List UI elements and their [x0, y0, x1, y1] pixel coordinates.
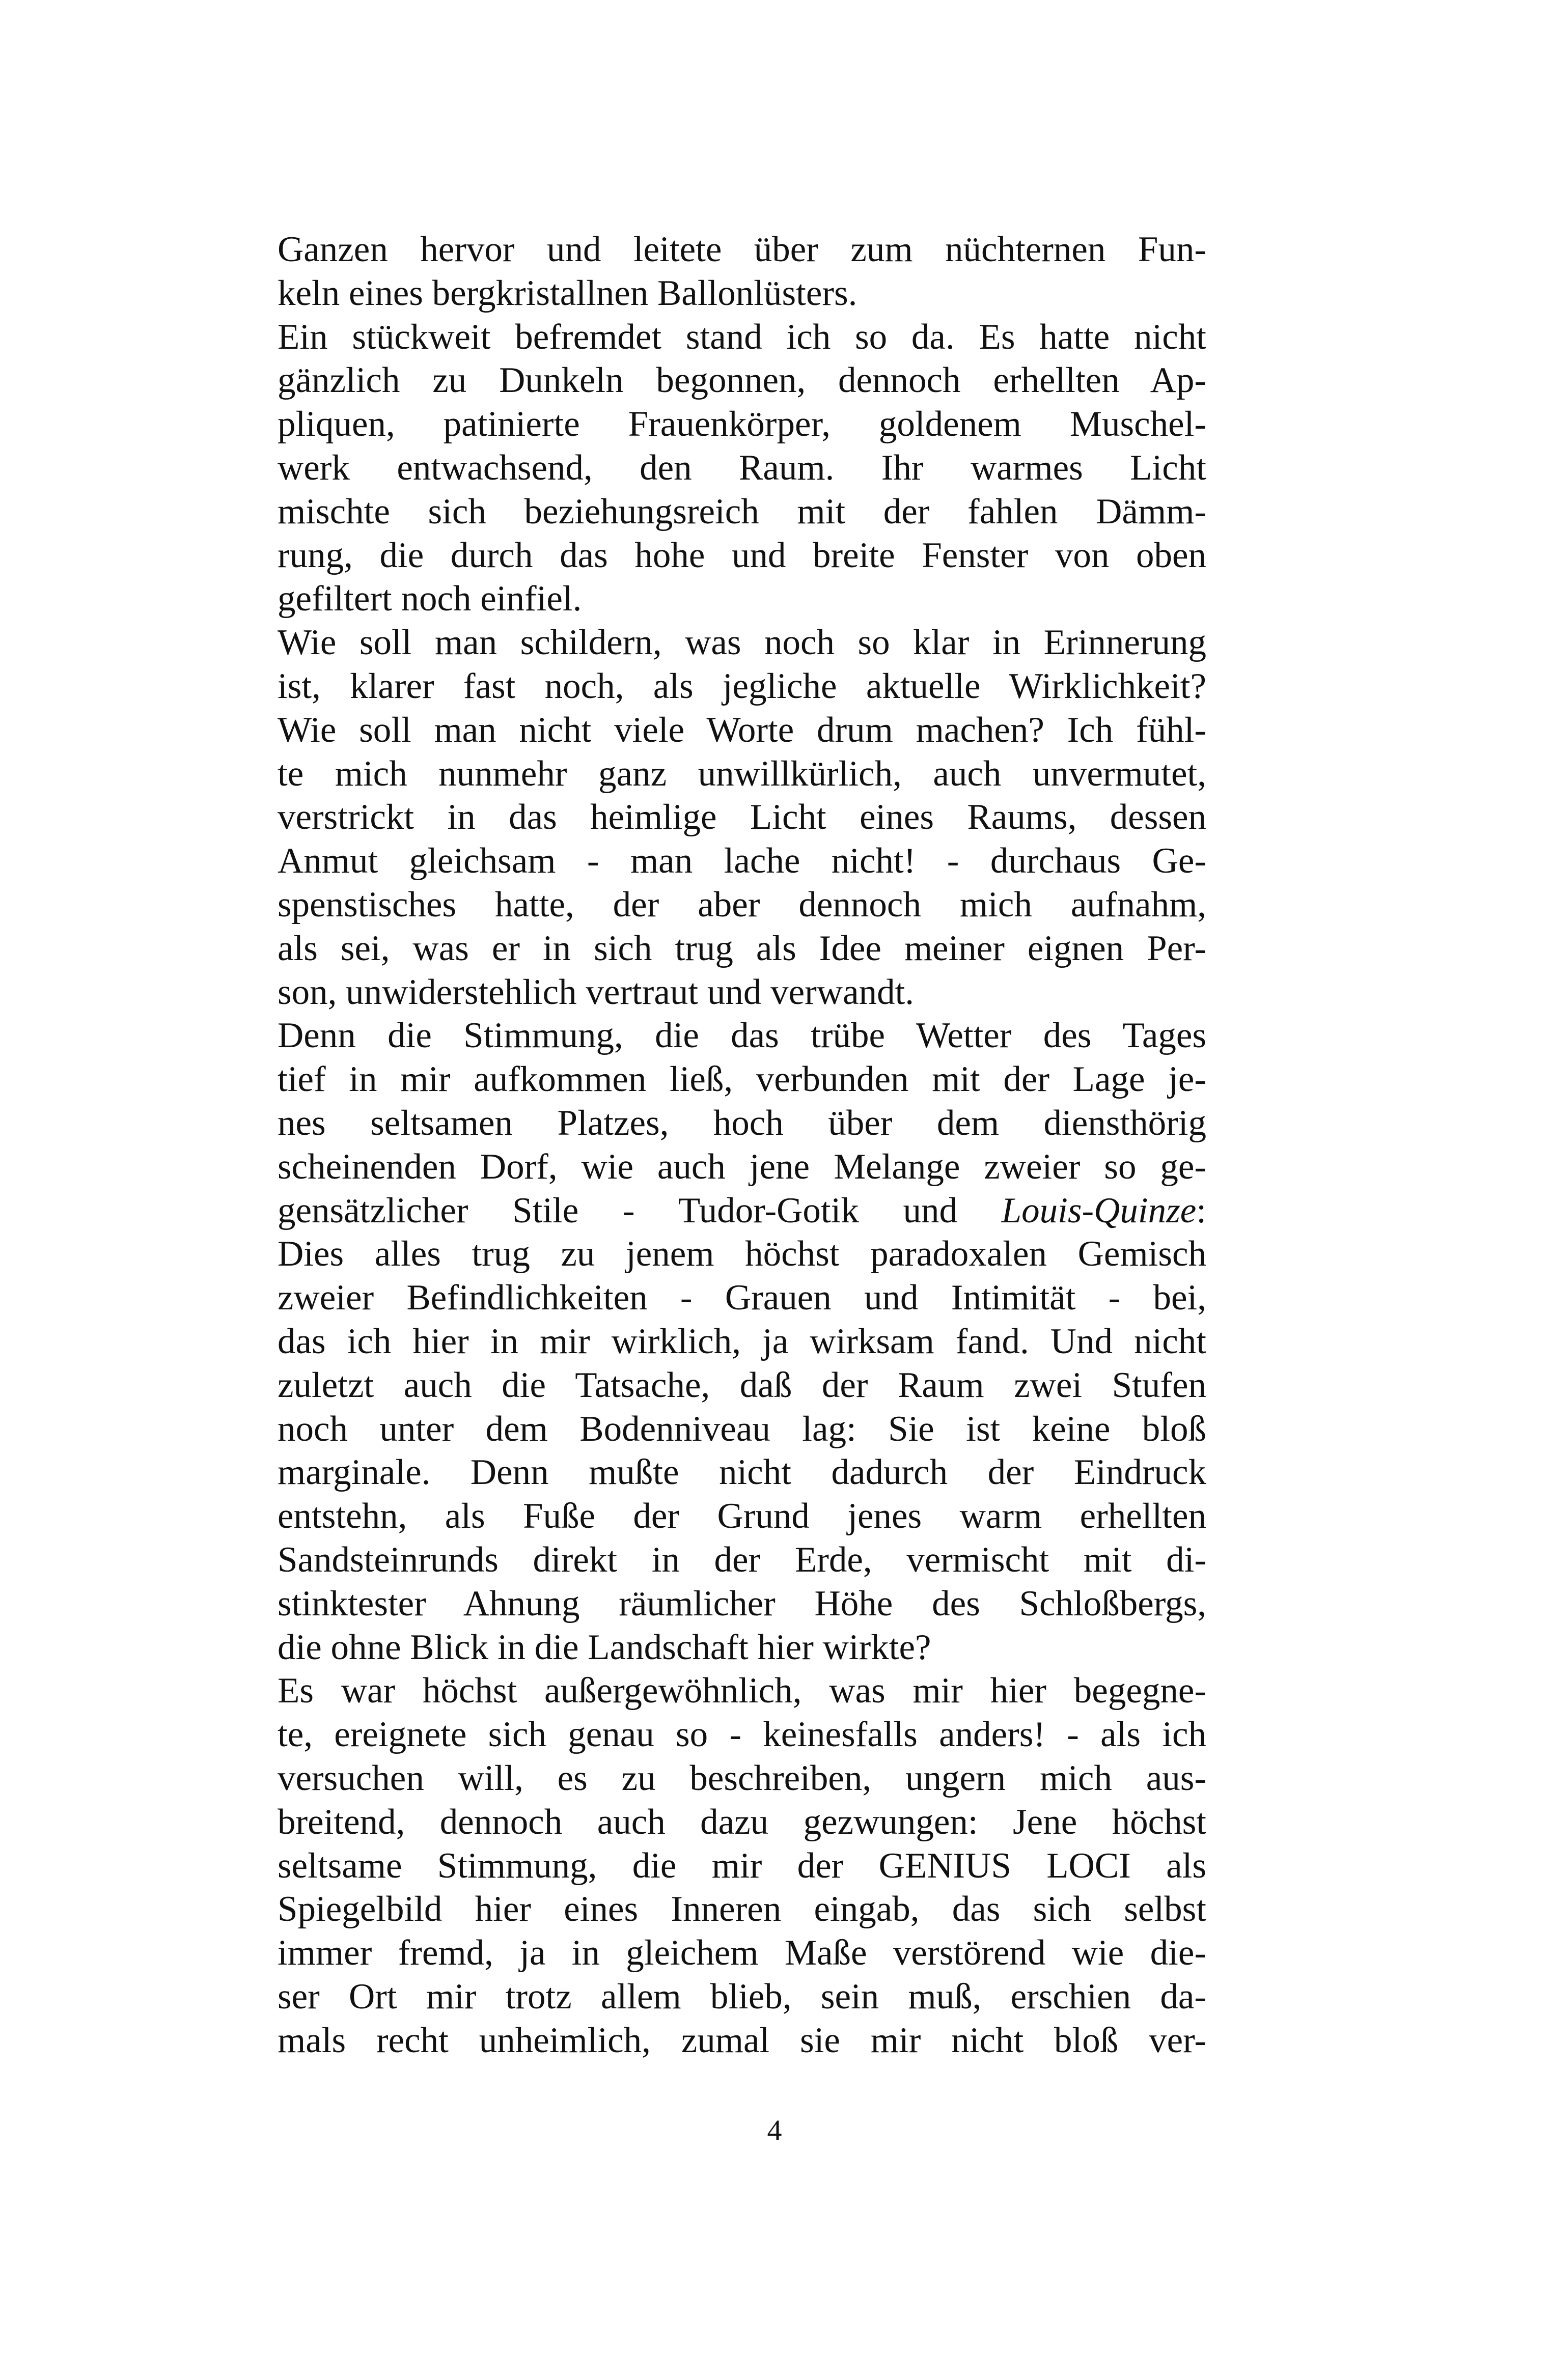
text-line-content: versuchen will, es zu beschreiben, ungern mich aus-: [278, 1758, 1206, 1798]
text-line: [278, 795, 1206, 839]
text-line: [278, 2019, 1206, 2062]
text-line: [278, 1145, 1206, 1189]
text-line: [278, 752, 1206, 796]
text-line: [278, 402, 1206, 446]
text-line: [278, 1232, 1206, 1276]
text-line: [278, 1538, 1206, 1582]
text-line: [278, 315, 1206, 359]
text-line-content: te, ereignete sich genau so - keinesfalls anders! - als ich: [278, 1715, 1206, 1754]
text-line-content: die ohne Blick in die Landschaft hier wirkte?: [278, 1628, 931, 1667]
text-line-content: tief in mir aufkommen ließ, verbunden mit der Lage je-: [278, 1059, 1206, 1099]
text-line-content: immer fremd, ja in gleichem Maße verstörend wie die-: [278, 1933, 1206, 1973]
text-line-content: Ganzen hervor und leitete über zum nüchternen Fun-: [278, 230, 1206, 269]
text-line-content: Denn die Stimmung, die das trübe Wetter des Tages: [278, 1016, 1206, 1055]
text-line-content: werk entwachsend, den Raum. Ihr warmes Licht: [278, 448, 1206, 488]
text-line: [278, 490, 1206, 534]
text-line: [278, 1626, 1206, 1669]
text-line: [278, 1669, 1206, 1713]
text-line-content: noch unter dem Bodenniveau lag: Sie ist keine bloß: [278, 1409, 1206, 1449]
text-line-content: mischte sich beziehungsreich mit der fahlen Dämm-: [278, 492, 1206, 531]
text-line-content: mals recht unheimlich, zumal sie mir nicht bloß ver-: [278, 2021, 1206, 2060]
text-line: [278, 621, 1206, 664]
text-line-content: als sei, was er in sich trug als Idee meiner eignen Per-: [278, 929, 1206, 968]
text-line: [278, 1450, 1206, 1494]
text-line-content: seltsame Stimmung, die mir der GENIUS LOCI als: [278, 1846, 1206, 1886]
text-line-content: te mich nunmehr ganz unwillkürlich, auch unvermutet,: [278, 754, 1206, 794]
text-line-content: keln eines bergkristallnen Ballonlüsters.: [278, 273, 858, 313]
text-line-content: gänzlich zu Dunkeln begonnen, dennoch erhellten Ap-: [278, 360, 1206, 400]
text-line: [278, 1101, 1206, 1145]
text-line: [278, 839, 1206, 883]
text-line: [278, 1582, 1206, 1626]
text-line-content: Wie soll man schildern, was noch so klar in Erinnerung: [278, 623, 1206, 662]
text-line: [278, 1276, 1206, 1320]
text-line-content: spenstisches hatte, der aber dennoch mich aufnahm,: [278, 885, 1206, 925]
text-line: [278, 1800, 1206, 1844]
page-number: 4: [767, 2114, 782, 2147]
text-line: [278, 1014, 1206, 1057]
text-line-tail: :: [1196, 1191, 1206, 1230]
text-line-content: Spiegelbild hier eines Inneren eingab, das sich selbst: [278, 1889, 1206, 1929]
text-line: [278, 664, 1206, 708]
text-line: [278, 271, 1206, 315]
text-line-content: pliquen, patinierte Frauenkörper, goldenem Muschel-: [278, 404, 1206, 444]
text-line-content: zweier Befindlichkeiten - Grauen und Intimität - bei,: [278, 1278, 1206, 1318]
text-line-content: rung, die durch das hohe und breite Fenster von oben: [278, 536, 1206, 575]
text-line: [278, 1975, 1206, 2019]
text-line-content: nes seltsamen Platzes, hoch über dem diensthörig: [278, 1103, 1206, 1143]
text-line: [278, 1189, 1206, 1233]
italic-term: Louis-Quinze: [1001, 1191, 1197, 1230]
text-line-content: Ein stückweit befremdet stand ich so da. Es hatte nicht: [278, 317, 1206, 357]
text-line-content: entstehn, als Fuße der Grund jenes warm erhellten: [278, 1496, 1206, 1536]
text-line: [278, 1057, 1206, 1101]
text-line-content: verstrickt in das heimlige Licht eines Raums, dessen: [278, 797, 1206, 837]
text-line-content: ist, klarer fast noch, als jegliche aktuelle Wirklichkeit?: [278, 666, 1206, 706]
text-line: [278, 228, 1206, 271]
text-line-content: Dies alles trug zu jenem höchst paradoxalen Gemisch: [278, 1234, 1206, 1274]
text-line: [278, 534, 1206, 577]
text-line-content: stinktester Ahnung räumlicher Höhe des Schloßbergs,: [278, 1584, 1206, 1623]
text-line-content: Es war höchst außergewöhnlich, was mir hier begegne-: [278, 1671, 1206, 1711]
text-line: [278, 1320, 1206, 1363]
text-line-content: scheinenden Dorf, wie auch jene Melange zweier so ge-: [278, 1147, 1206, 1187]
text-line: [278, 1756, 1206, 1800]
text-line: [278, 1494, 1206, 1538]
text-line: [278, 1931, 1206, 1975]
text-line: [278, 1407, 1206, 1451]
text-line: [278, 883, 1206, 927]
text-line-content: breitend, dennoch auch dazu gezwungen: Jene höchst: [278, 1802, 1206, 1842]
text-line-content: gefiltert noch einfiel.: [278, 579, 582, 619]
text-line-content: son, unwiderstehlich vertraut und verwandt.: [278, 972, 915, 1012]
text-line: [278, 1844, 1206, 1888]
text-line: [278, 1887, 1206, 1931]
text-line: [278, 577, 1206, 621]
text-line: [278, 708, 1206, 752]
text-line: [278, 446, 1206, 490]
text-line: [278, 1363, 1206, 1407]
text-line-content: Anmut gleichsam - man lache nicht! - durchaus Ge-: [278, 841, 1206, 881]
text-line-content: ser Ort mir trotz allem blieb, sein muß, erschien da-: [278, 1977, 1206, 2017]
text-line-content: zuletzt auch die Tatsache, daß der Raum zwei Stufen: [278, 1365, 1206, 1405]
text-line: [278, 358, 1206, 402]
text-line-content: Sandsteinrunds direkt in der Erde, vermischt mit di-: [278, 1540, 1206, 1580]
text-line: [278, 1713, 1206, 1756]
text-line-content: marginale. Denn mußte nicht dadurch der Eindruck: [278, 1452, 1206, 1492]
text-line-content: Wie soll man nicht viele Worte drum machen? Ich fühl-: [278, 710, 1206, 750]
text-line: [278, 970, 1206, 1014]
text-line-content: gensätzlicher Stile - Tudor-Gotik und: [278, 1191, 1002, 1230]
text-line-content: das ich hier in mir wirklich, ja wirksam fand. Und nicht: [278, 1322, 1206, 1361]
text-line: [278, 927, 1206, 970]
